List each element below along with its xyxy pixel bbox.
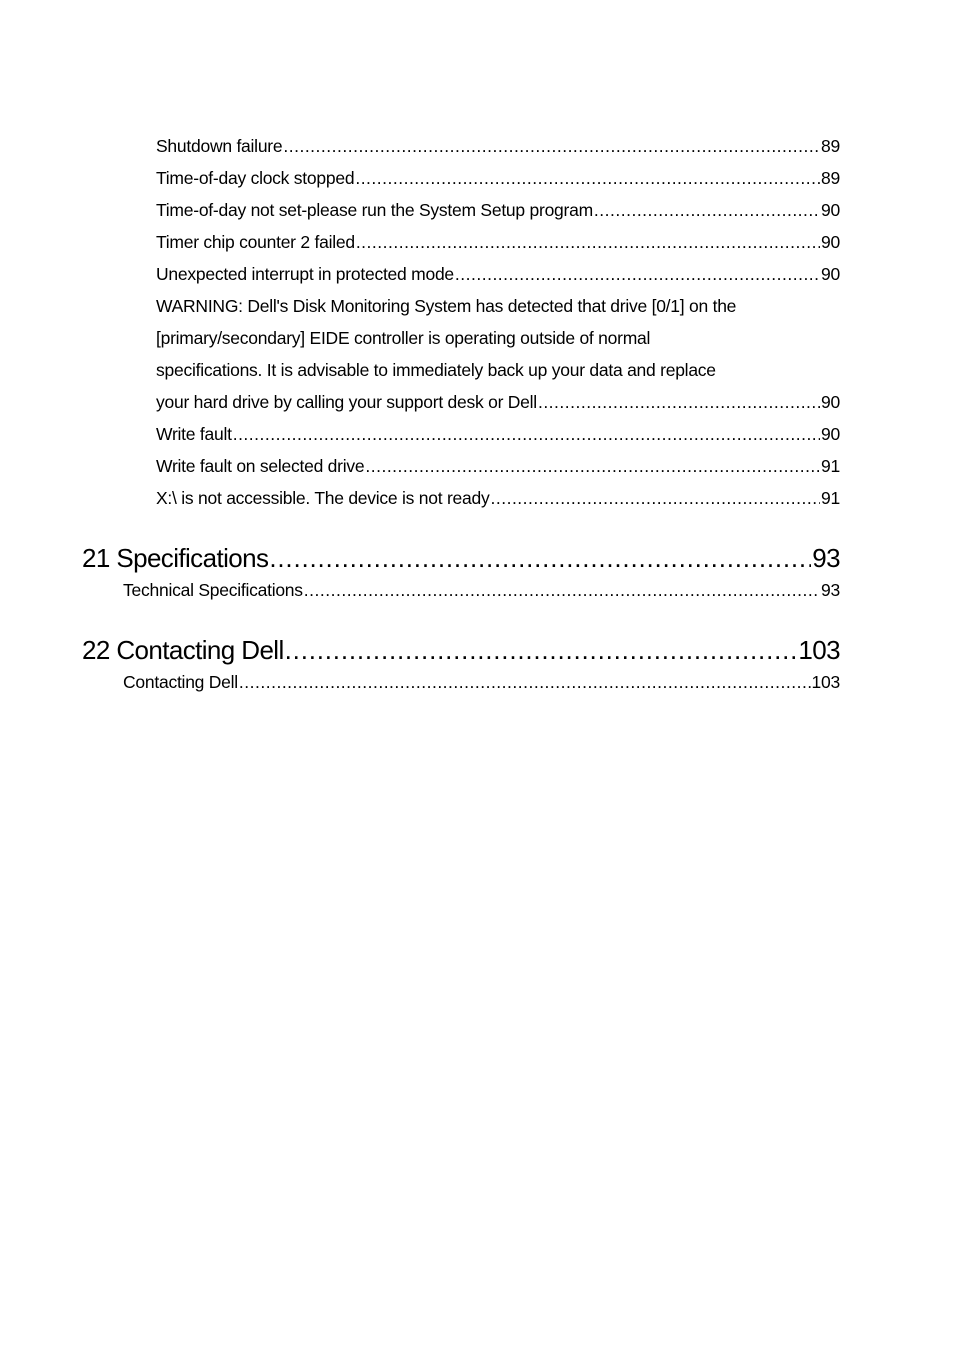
toc-entry-title: Time-of-day clock stopped bbox=[156, 168, 355, 188]
dot-leader bbox=[455, 261, 820, 287]
toc-section-page: 93 bbox=[821, 580, 840, 600]
toc-entry-page: 90 bbox=[821, 424, 840, 444]
toc-entry-unexpected-interrupt[interactable] bbox=[156, 261, 840, 287]
toc-chapter-title: 22 Contacting Dell bbox=[82, 635, 284, 665]
dot-leader bbox=[538, 389, 820, 415]
toc-entry-write-fault[interactable] bbox=[156, 421, 840, 447]
dot-leader bbox=[365, 453, 820, 479]
toc-entry-page: 90 bbox=[821, 232, 840, 252]
toc-chapter-title: 21 Specifications bbox=[82, 543, 269, 573]
toc-entry-shutdown-failure[interactable] bbox=[156, 133, 840, 159]
toc-entry-time-of-day-not-set[interactable] bbox=[156, 197, 840, 223]
toc-section-technical-specifications[interactable] bbox=[123, 577, 840, 603]
toc-entry-time-of-day-clock-stopped[interactable] bbox=[156, 165, 840, 191]
toc-entry-title: Timer chip counter 2 failed bbox=[156, 232, 355, 252]
toc-entry-title: Unexpected interrupt in protected mode bbox=[156, 264, 454, 284]
dot-leader bbox=[285, 632, 798, 668]
toc-entry-page: 90 bbox=[821, 264, 840, 284]
toc-entry-title: Shutdown failure bbox=[156, 136, 283, 156]
toc-entry-page: 89 bbox=[821, 136, 840, 156]
dot-leader bbox=[356, 229, 820, 255]
toc-chapter-page: 93 bbox=[812, 543, 840, 573]
toc-entry-title: Write fault on selected drive bbox=[156, 456, 365, 476]
toc-section-title: Technical Specifications bbox=[123, 580, 303, 600]
toc-section-title: Contacting Dell bbox=[123, 672, 238, 692]
dot-leader bbox=[594, 197, 820, 223]
dot-leader bbox=[491, 485, 821, 511]
toc-entry-timer-chip-counter[interactable] bbox=[156, 229, 840, 255]
dot-leader bbox=[269, 540, 811, 576]
toc-entry-page: 90 bbox=[821, 200, 840, 220]
toc-section-contacting-dell[interactable] bbox=[123, 669, 840, 695]
toc-entry-title: X:\ is not accessible. The device is not ready bbox=[156, 488, 490, 508]
toc-chapter-contacting-dell[interactable] bbox=[82, 632, 840, 668]
toc-entry-title-line: your hard drive by calling your support desk or Dell bbox=[156, 392, 537, 412]
toc-entry-title: Time-of-day not set-please run the System Setup program bbox=[156, 200, 593, 220]
toc-entry-x-not-accessible[interactable] bbox=[156, 485, 840, 511]
toc-entry-write-fault-selected-drive[interactable] bbox=[156, 453, 840, 479]
toc-entry-last-line bbox=[156, 389, 840, 415]
toc-chapter-page: 103 bbox=[798, 635, 840, 665]
toc-entry-page: 91 bbox=[821, 456, 840, 476]
dot-leader bbox=[355, 165, 820, 191]
dot-leader bbox=[233, 421, 820, 447]
toc-entry-title-line: WARNING: Dell's Disk Monitoring System has detected that drive [0/1] on the bbox=[156, 296, 737, 316]
toc-entry-title-line: specifications. It is advisable to immediately back up your data and replace bbox=[156, 360, 716, 380]
toc-entry-page: 90 bbox=[821, 392, 840, 412]
toc-entry-page: 91 bbox=[821, 488, 840, 508]
toc-entry-title-line: [primary/secondary] EIDE controller is operating outside of normal bbox=[156, 328, 651, 348]
dot-leader bbox=[283, 133, 820, 159]
dot-leader bbox=[239, 669, 811, 695]
toc-entry-title: Write fault bbox=[156, 424, 232, 444]
toc-entry-page: 89 bbox=[821, 168, 840, 188]
toc-section-page: 103 bbox=[811, 672, 840, 692]
toc-chapter-specifications[interactable] bbox=[82, 540, 840, 576]
dot-leader bbox=[304, 577, 820, 603]
